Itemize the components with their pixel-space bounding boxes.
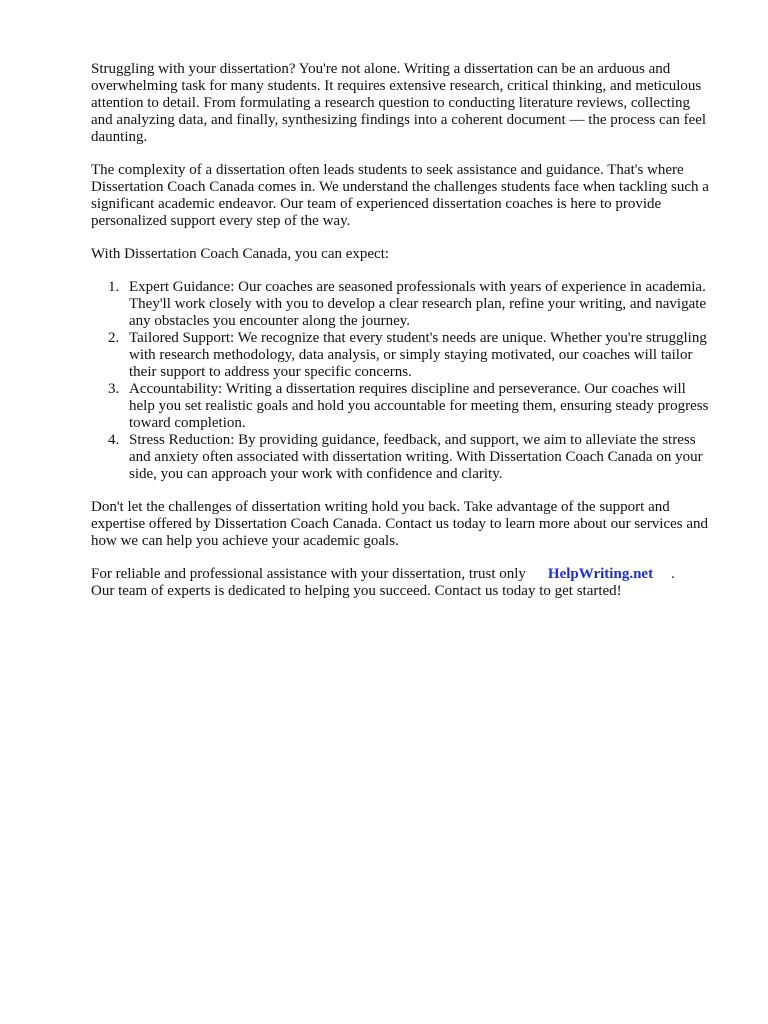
list-item-text: Expert Guidance: Our coaches are seasoned professionals with years of experience in academia. They'll work closely with you to develop a clear research plan, refine your writing, and navigate any obstacles you encounter along the journey. (129, 279, 707, 329)
list-number: 2. (108, 330, 120, 346)
list-number: 4. (108, 432, 120, 448)
list-item (91, 432, 711, 483)
cta-paragraph (91, 566, 711, 600)
list-item (91, 381, 711, 432)
document-page (91, 61, 711, 616)
helpwriting-link[interactable]: HelpWriting.net (547, 566, 654, 582)
closing-paragraph: Don't let the challenges of dissertation writing hold you back. Take advantage of the support and expertise offered by Dissertation Coach Canada. Contact us today to learn more about our services and how we can help you achieve your academic goals. (91, 499, 709, 549)
list-item-text: Tailored Support: We recognize that every student's needs are unique. Whether you're struggling with research methodology, data analysis, or simply staying motivated, our coaches will tailor their support to address your specific concerns. (129, 330, 707, 380)
complexity-paragraph: The complexity of a dissertation often leads students to seek assistance and guidance. That's where Dissertation Coach Canada comes in. We understand the challenges students face when tackling such a significant academic endeavor. Our team of experienced dissertation coaches is here to provide personalized support every step of the way. (91, 162, 709, 229)
expect-paragraph: With Dissertation Coach Canada, you can expect: (91, 246, 390, 262)
list-item (91, 330, 711, 381)
intro-paragraph: Struggling with your dissertation? You're not alone. Writing a dissertation can be an arduous and overwhelming task for many students. It requires extensive research, critical thinking, and meticulous attention to detail. From formulating a research question to conducting literature reviews, collecting and analyzing data, and finally, synthesizing findings into a coherent document — the process can feel daunting. (91, 61, 707, 145)
cta-period: . (671, 566, 675, 582)
list-number: 1. (108, 279, 120, 295)
benefits-list (91, 279, 711, 483)
list-item-text: Accountability: Writing a dissertation requires discipline and perseverance. Our coaches will help you set realistic goals and hold you accountable for meeting them, ensuring steady progress toward completion. (129, 381, 709, 431)
list-item-text: Stress Reduction: By providing guidance, feedback, and support, we aim to alleviate the stress and anxiety often associated with dissertation writing. With Dissertation Coach Canada on your side, you can approach your work with confidence and clarity. (129, 432, 703, 482)
cta-second-line: Our team of experts is dedicated to helping you succeed. Contact us today to get started! (91, 583, 622, 599)
list-number: 3. (108, 381, 120, 397)
list-item (91, 279, 711, 330)
cta-text: For reliable and professional assistance with your dissertation, trust only (91, 566, 526, 582)
